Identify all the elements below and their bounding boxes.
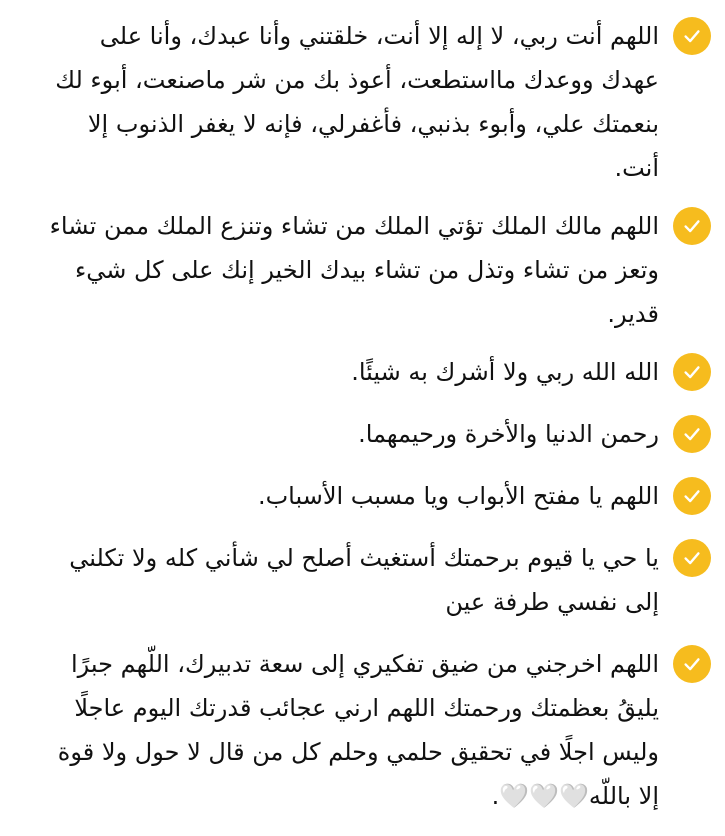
list-item-text: اللهم مالك الملك تؤتي الملك من تشاء وتنزع الملك ممن تشاء وتعز من تشاء وتذل من تشاء بيدك الخير إنك على كل شيء قدير. (49, 212, 659, 328)
list-item-text: الله الله ربي ولا أشرك به شيئًا. (351, 358, 659, 386)
check-circle-icon (673, 17, 711, 55)
check-circle-icon (673, 415, 711, 453)
check-circle-icon (673, 539, 711, 577)
list-item (0, 350, 725, 394)
list-item (0, 536, 725, 624)
check-circle-icon (673, 353, 711, 391)
dua-list (0, 14, 725, 836)
list-item-text: اللهم يا مفتح الأبواب ويا مسبب الأسباب. (257, 482, 659, 510)
list-item (0, 204, 725, 336)
check-circle-icon (673, 645, 711, 683)
list-item-text: رحمن الدنيا والأخرة ورحيمهما. (358, 420, 659, 448)
list-item-text: يا حي يا قيوم برحمتك أستغيث أصلح لي شأني كله ولا تكلني إلى نفسي طرفة عين (69, 544, 659, 616)
list-item (0, 412, 725, 456)
list-item (0, 14, 725, 190)
list-item (0, 474, 725, 518)
check-circle-icon (673, 207, 711, 245)
list-item (0, 642, 725, 818)
list-item-text: اللهم أنت ربي، لا إله إلا أنت، خلقتني وأنا عبدك، وأنا على عهدك ووعدك مااستطعت، أعوذ بك من شر ماصنعت، أبوء لك بنعمتك علي، وأبوء بذنبي، فأغفرلي، فإنه لا يغفر الذنوب إلا أنت. (55, 22, 659, 182)
list-item-text: اللهم اخرجني من ضيق تفكيري إلى سعة تدبيرك، اللّهم جبرًا يليقُ بعظمتك ورحمتك اللهم ارني عجائب قدرتك اليوم عاجلًا وليس اجلًا في تحقيق حلمي وحلم كل من قال لا حول ولا قوة إلا باللّه🤍🤍🤍. (57, 650, 659, 810)
check-circle-icon (673, 477, 711, 515)
